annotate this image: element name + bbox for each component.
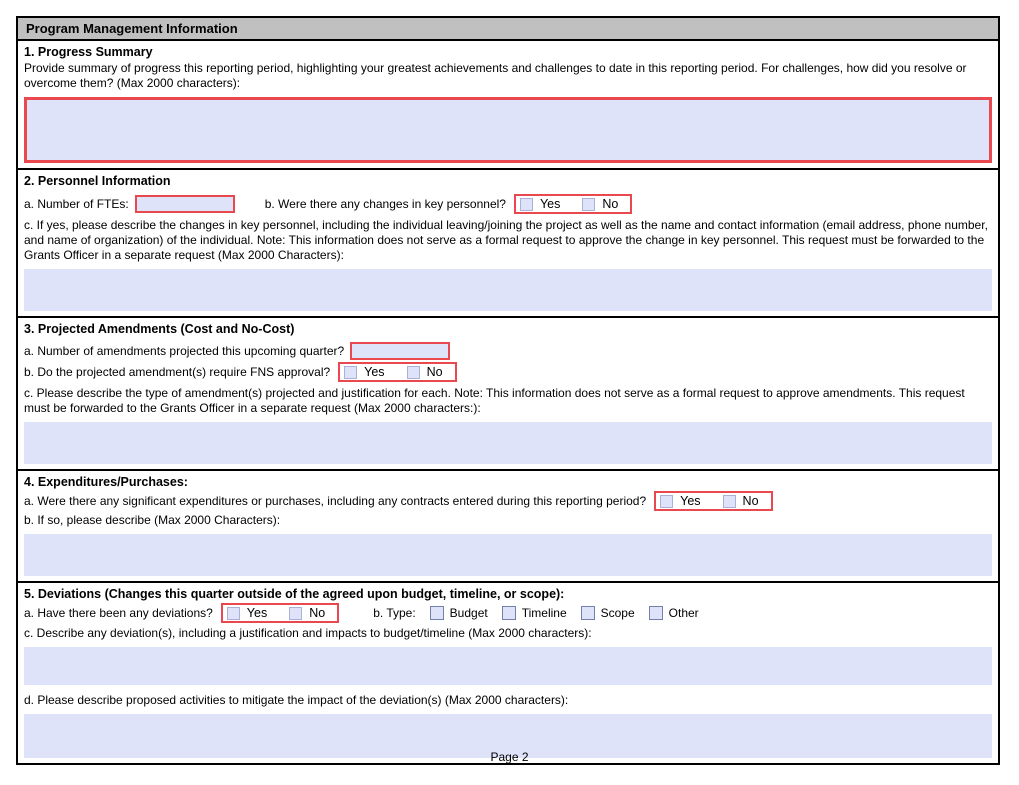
deviations-question-label: a. Have there been any deviations? — [24, 606, 213, 620]
section-progress-summary — [18, 41, 998, 170]
no-label: No — [742, 494, 759, 508]
amendments-description-textarea[interactable] — [24, 422, 992, 464]
no-label: No — [309, 606, 326, 620]
program-management-form — [16, 16, 1000, 765]
section-personnel-information — [18, 170, 998, 318]
key-personnel-no-checkbox[interactable] — [582, 198, 595, 211]
type-budget-checkbox[interactable] — [430, 606, 444, 620]
key-personnel-yes-checkbox[interactable] — [520, 198, 533, 211]
expenditures-question-label: a. Were there any significant expenditures or purchases, including any contracts entered during this reporting period? — [24, 494, 647, 508]
key-personnel-question-label: b. Were there any changes in key personnel? — [264, 197, 506, 211]
section-expenditures-purchases — [18, 471, 998, 583]
section4b-label: b. If so, please describe (Max 2000 Characters): — [24, 513, 281, 527]
section5-title: 5. Deviations (Changes this quarter outside of the agreed upon budget, timeline, or scope): — [24, 587, 565, 601]
expenditures-no-checkbox[interactable] — [723, 495, 736, 508]
section5c-label: c. Describe any deviation(s), including a justification and impacts to budget/timeline (Max 2000 characters): — [24, 626, 592, 640]
deviations-no-checkbox[interactable] — [289, 607, 302, 620]
ftes-input[interactable] — [135, 195, 235, 213]
no-label: No — [602, 197, 619, 211]
deviations-yesno-group — [221, 603, 339, 623]
section-deviations — [18, 583, 998, 763]
yes-label: Yes — [364, 365, 385, 379]
fns-approval-no-checkbox[interactable] — [407, 366, 420, 379]
progress-summary-textarea[interactable] — [24, 97, 992, 163]
expenditures-yes-checkbox[interactable] — [660, 495, 673, 508]
type-scope-checkbox[interactable] — [581, 606, 595, 620]
no-label: No — [426, 365, 443, 379]
yes-label: Yes — [680, 494, 701, 508]
section1-title: 1. Progress Summary — [24, 45, 153, 59]
fns-approval-yes-checkbox[interactable] — [344, 366, 357, 379]
section2c-description: c. If yes, please describe the changes in key personnel, including the individual leaving/joining the project as well as the name and contact information (email address, phone number, and name of organization) of the individual. Note: This information does not serve as a formal request to approve the change in key personnel. This request must be forwarded to the Grants Officer in a separate request (Max 2000 Characters): — [24, 218, 988, 262]
type-scope-label: Scope — [600, 606, 635, 620]
deviation-description-textarea[interactable] — [24, 647, 992, 685]
section1-description: Provide summary of progress this reporting period, highlighting your greatest achievements and challenges to date in this reporting period. For challenges, how did you resolve or overcome them? (Max 2000 characters): — [24, 61, 967, 90]
type-timeline-checkbox[interactable] — [502, 606, 516, 620]
section5d-label: d. Please describe proposed activities to mitigate the impact of the deviation(s) (Max 2000 characters): — [24, 693, 569, 707]
page-number: Page 2 — [490, 750, 529, 764]
key-personnel-changes-textarea[interactable] — [24, 269, 992, 311]
section4-title: 4. Expenditures/Purchases: — [24, 475, 188, 489]
type-other-checkbox[interactable] — [649, 606, 663, 620]
section3c-description: c. Please describe the type of amendment(s) projected and justification for each. Note: This information does not serve as a formal request to approve amendments. This request must be forwarded to the Grants Officer in a separate request (Max 2000 characters:): — [24, 386, 965, 415]
expenditures-description-textarea[interactable] — [24, 534, 992, 576]
amendments-count-input[interactable] — [350, 342, 450, 360]
type-timeline-label: Timeline — [521, 606, 567, 620]
expenditures-yesno-group — [654, 491, 772, 511]
fns-approval-yesno-group — [338, 362, 456, 382]
form-title-bar: Program Management Information — [18, 18, 998, 41]
yes-label: Yes — [246, 606, 268, 620]
section2-title: 2. Personnel Information — [24, 174, 171, 188]
type-budget-label: Budget — [449, 606, 488, 620]
yes-label: Yes — [539, 197, 561, 211]
section-projected-amendments — [18, 318, 998, 471]
amendments-count-label: a. Number of amendments projected this upcoming quarter? — [24, 344, 345, 358]
ftes-label: a. Number of FTEs: — [24, 197, 129, 211]
deviations-yes-checkbox[interactable] — [227, 607, 240, 620]
section3-title: 3. Projected Amendments (Cost and No-Cost) — [24, 322, 295, 336]
key-personnel-yesno-group — [514, 194, 632, 214]
type-other-label: Other — [668, 606, 699, 620]
fns-approval-question-label: b. Do the projected amendment(s) require FNS approval? — [24, 365, 331, 379]
deviation-type-label: b. Type: — [373, 606, 416, 620]
